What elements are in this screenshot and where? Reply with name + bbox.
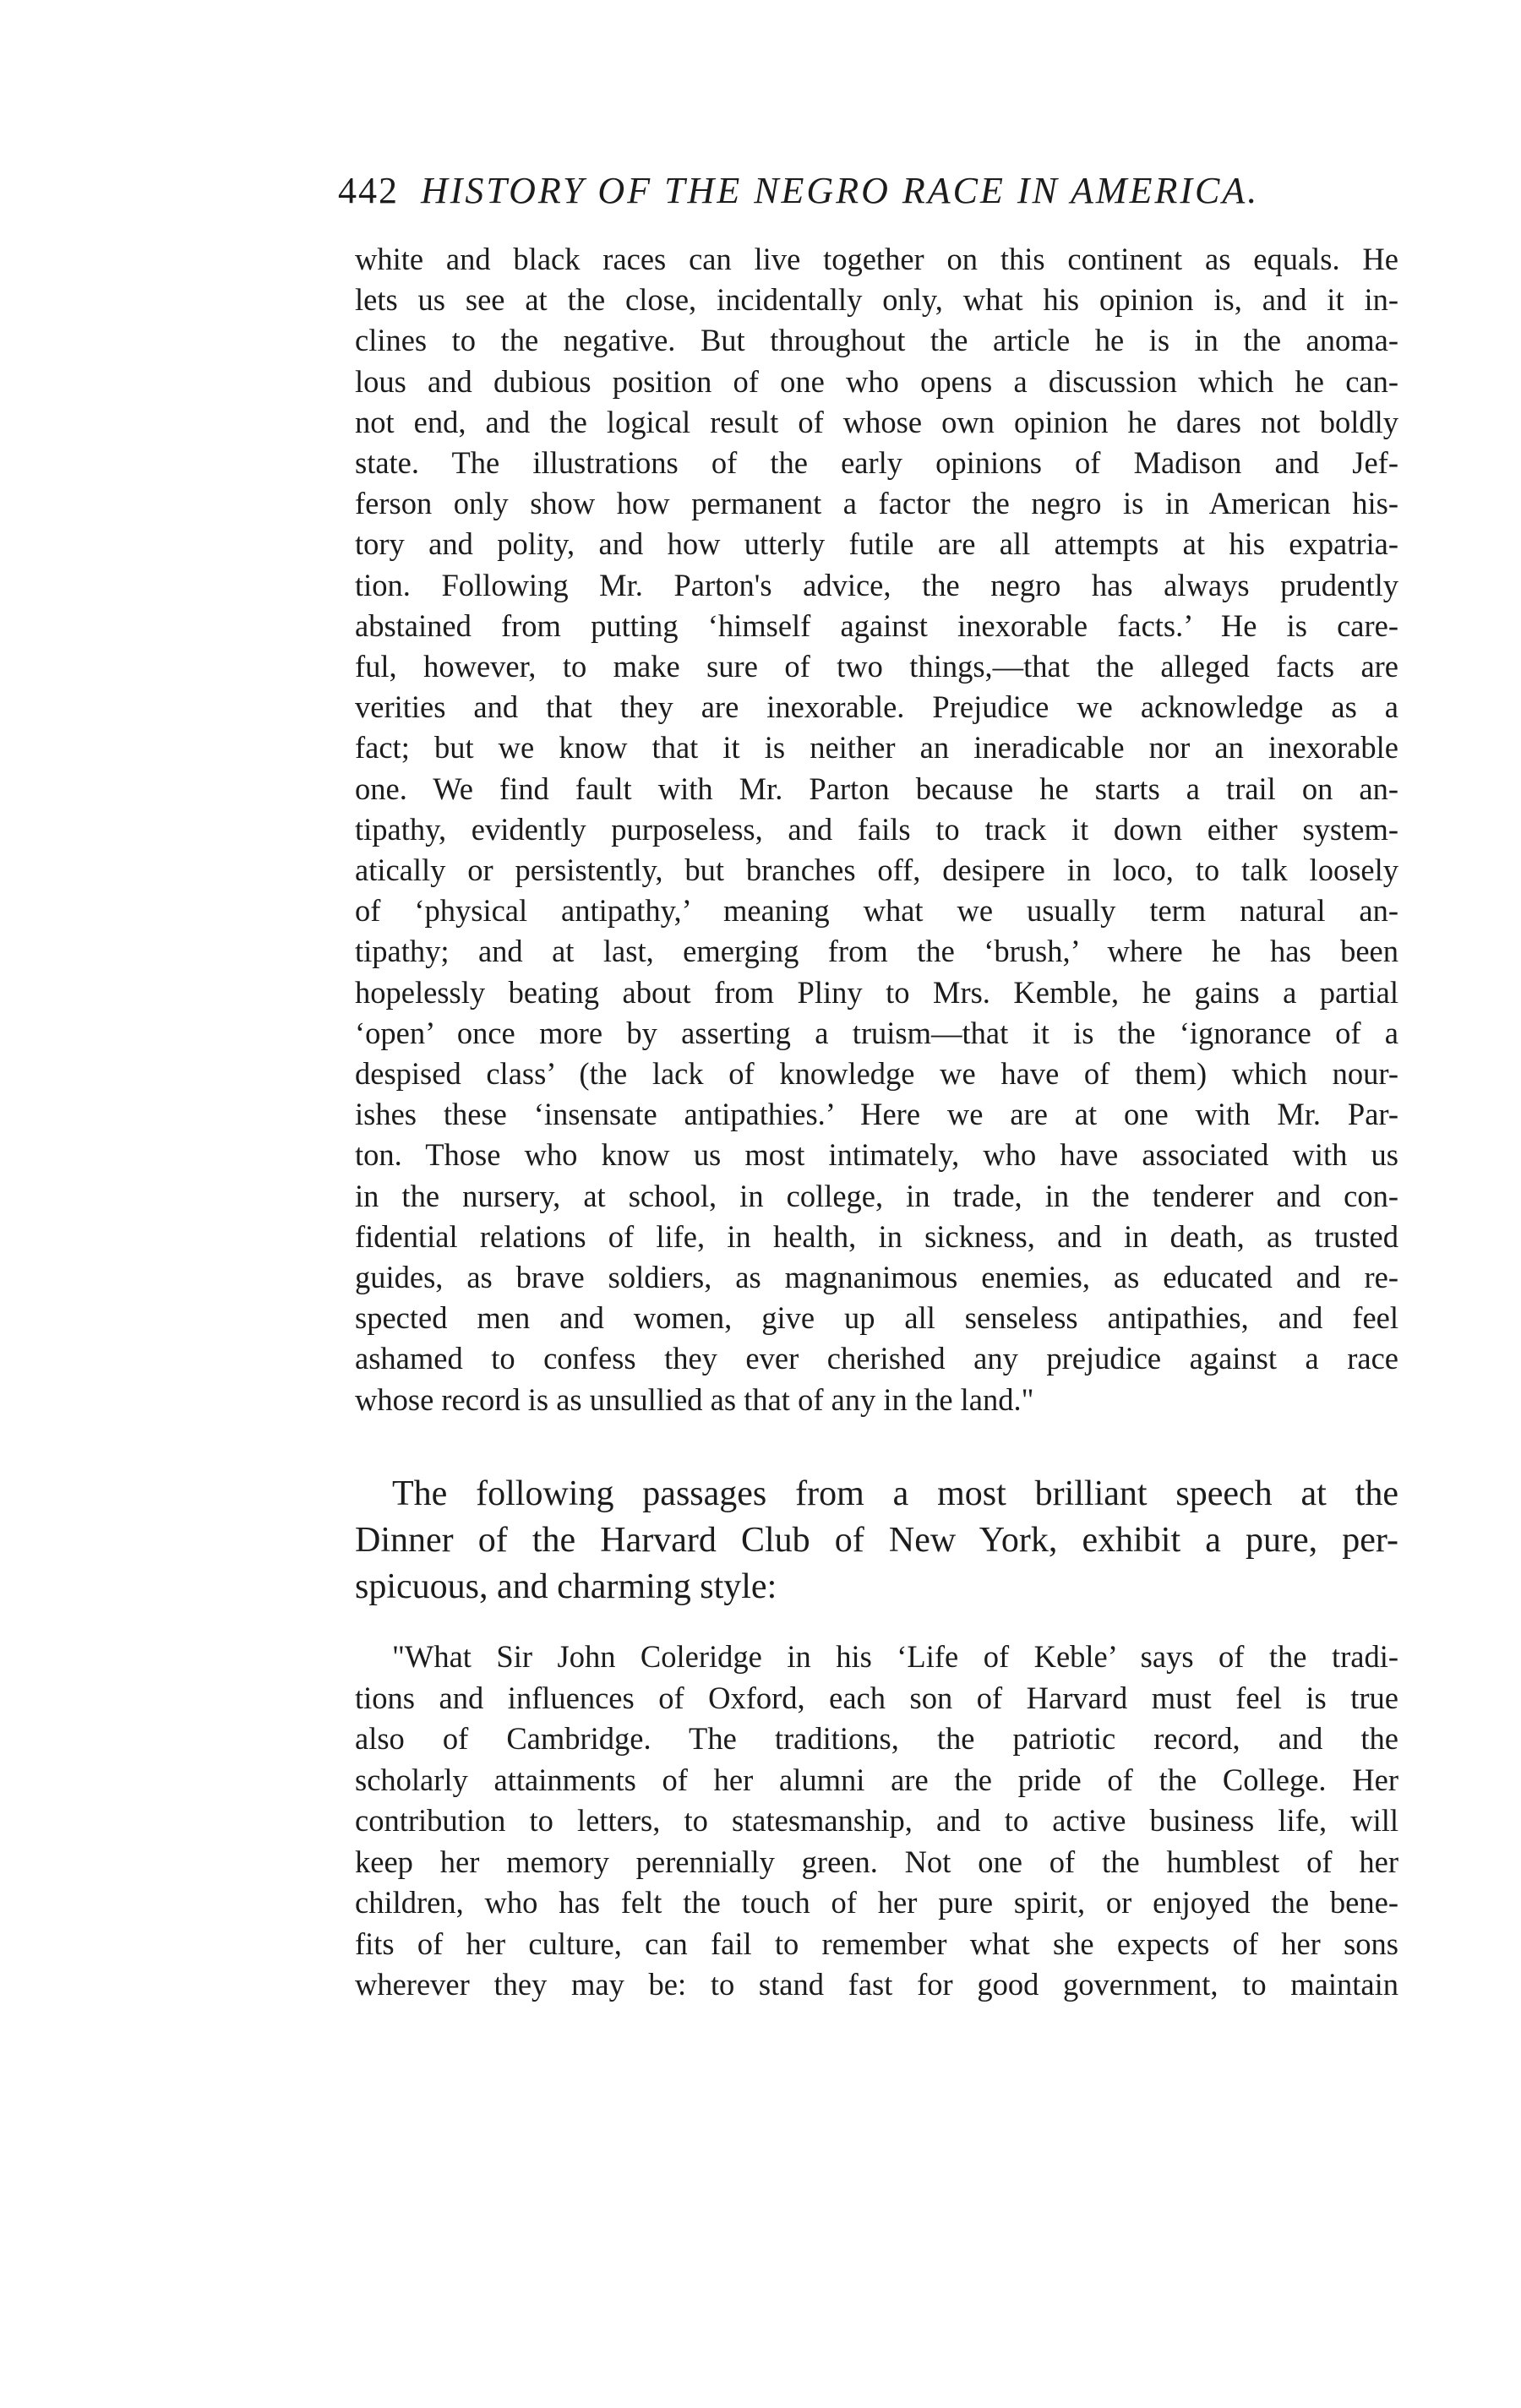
text-line: spected men and women, give up all senseless antipathies, and feel xyxy=(355,1300,1398,1336)
text-line: ashamed to confess they ever cherished any prejudice against a race xyxy=(355,1341,1398,1376)
text-line: of ‘physical antipathy,’ meaning what we usually term natural an- xyxy=(355,893,1398,929)
text-line: tory and polity, and how utterly futile are all attempts at his expatria- xyxy=(355,526,1398,562)
text-line: state. The illustrations of the early opinions of Madison and Jef- xyxy=(355,445,1398,481)
text-line: clines to the negative. But throughout the article he is in the anoma- xyxy=(355,323,1398,358)
text-line: ishes these ‘insensate antipathies.’ Here we are at one with Mr. Par- xyxy=(355,1097,1398,1132)
text-line: guides, as brave soldiers, as magnanimous enemies, as educated and re- xyxy=(355,1260,1398,1295)
text-line: fidential relations of life, in health, in sickness, and in death, as trusted xyxy=(355,1218,1398,1254)
text-line: tipathy, evidently purposeless, and fails to track it down either system- xyxy=(355,811,1398,847)
text-line: in the nursery, at school, in college, in trade, in the tenderer and con- xyxy=(355,1178,1398,1213)
text-line: abstained from putting ‘himself against inexorable facts.’ He is care- xyxy=(355,607,1398,643)
text-line: Dinner of the Harvard Club of New York, exhibit a pure, per- xyxy=(355,1521,1398,1560)
text-line: lous and dubious position of one who opens a discussion which he can- xyxy=(355,363,1398,399)
text-line: The following passages from a most brilliant speech at the xyxy=(392,1474,1398,1513)
text-line: lets us see at the close, incidentally only, what his opinion is, and it in- xyxy=(355,282,1398,318)
text-line: whose record is as unsullied as that of any in the land." xyxy=(355,1381,1034,1417)
text-line: "What Sir John Coleridge in his ‘Life of Keble’ says of the tradi- xyxy=(392,1639,1398,1674)
quoted-paragraph-continued xyxy=(355,239,1398,1420)
intro-paragraph xyxy=(355,1471,1398,1610)
harvard-speech-quote xyxy=(355,1637,1398,2006)
text-line: tipathy; and at last, emerging from the ‘brush,’ where he has been xyxy=(355,934,1398,969)
text-line: ful, however, to make sure of two things,—that the alleged facts are xyxy=(355,649,1398,684)
text-line: despised class’ (the lack of knowledge we have of them) which nour- xyxy=(355,1056,1398,1092)
text-line: verities and that they are inexorable. Prejudice we acknowledge as a xyxy=(355,689,1398,725)
text-line: children, who has felt the touch of her pure spirit, or enjoyed the bene- xyxy=(355,1885,1398,1920)
running-header xyxy=(338,166,1318,216)
text-line: ‘open’ once more by asserting a truism—that it is the ‘ignorance of a xyxy=(355,1015,1398,1050)
text-line: scholarly attainments of her alumni are the pride of the College. Her xyxy=(355,1762,1398,1797)
text-line: spicuous, and charming style: xyxy=(355,1567,777,1606)
text-line: not end, and the logical result of whose own opinion he dares not boldly xyxy=(355,404,1398,439)
text-line: tion. Following Mr. Parton's advice, the negro has always prudently xyxy=(355,567,1398,602)
text-line: fact; but we know that it is neither an ineradicable nor an inexorable xyxy=(355,730,1398,765)
text-line: ferson only show how permanent a factor the negro is in American his- xyxy=(355,486,1398,521)
text-line: one. We find fault with Mr. Parton because he starts a trail on an- xyxy=(355,771,1398,806)
page-number: 442 xyxy=(338,170,399,211)
text-line: hopelessly beating about from Pliny to Mrs. Kemble, he gains a partial xyxy=(355,974,1398,1010)
text-line: contribution to letters, to statesmanship, and to active business life, will xyxy=(355,1803,1398,1838)
text-line: wherever they may be: to stand fast for good government, to maintain xyxy=(355,1967,1398,2002)
text-line: keep her memory perennially green. Not one of the humblest of her xyxy=(355,1844,1398,1879)
running-title: HISTORY OF THE NEGRO RACE IN AMERICA. xyxy=(421,170,1260,211)
text-line: fits of her culture, can fail to remember what she expects of her sons xyxy=(355,1926,1398,1961)
text-line: atically or persistently, but branches off, desipere in loco, to talk loosely xyxy=(355,853,1398,888)
text-line: also of Cambridge. The traditions, the patriotic record, and the xyxy=(355,1721,1398,1756)
text-line: tions and influences of Oxford, each son of Harvard must feel is true xyxy=(355,1680,1398,1715)
text-line: white and black races can live together on this continent as equals. He xyxy=(355,242,1398,276)
text-line: ton. Those who know us most intimately, who have associated with us xyxy=(355,1137,1398,1173)
